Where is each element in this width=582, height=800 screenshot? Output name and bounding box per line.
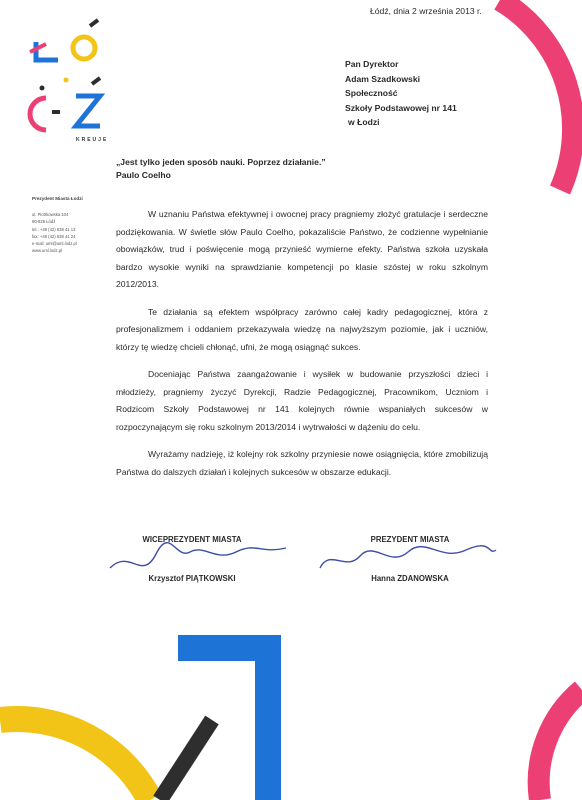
recipient-line: Pan Dyrektor xyxy=(345,59,399,69)
recipient-line: Społeczność xyxy=(345,88,398,98)
contact-line: 90-926 Łódź xyxy=(32,219,56,225)
contact-line: fax: +48 (42) 638 41 24 xyxy=(32,233,76,239)
signature-left-scribble xyxy=(110,543,286,568)
bottom-decoration xyxy=(0,648,582,800)
recipient-line: Adam Szadkowski xyxy=(345,73,420,84)
lodz-logo xyxy=(30,20,100,130)
sender-heading: Prezydent Miasta Łodzi xyxy=(32,196,83,201)
logo-word: KREUJE xyxy=(76,137,109,143)
body-paragraph: Wyrażamy nadzieję, iż kolejny rok szkolny przyniesie nowe osiągnięcia, które zmobilizują Państwa do dalszych działań i kolejnych sukcesów w obszarze edukacji. xyxy=(116,449,488,477)
pink-arc-decoration xyxy=(500,0,573,190)
recipient-line: Szkoły Podstawowej nr 141 xyxy=(345,102,457,113)
right-signatory-name: Hanna ZDANOWSKA xyxy=(371,574,449,583)
left-signatory-name: Krzysztof PIĄTKOWSKI xyxy=(148,574,236,583)
body-paragraph: Doceniając Państwa zaangażowanie i wysiłek w budowanie przyszłości dzieci i młodzieży, pragniemy życzyć Dyrekcji, Radzie Pedagogicznej, Pracownikom, Uczniom i Rodzicom Szkoły Podstawowej nr 141 kolejnych równie wspaniałych sukcesów w rozpoczynającym się roku szkolnym 2013/2014 i wytrwałości w dążeniu do celu. xyxy=(116,369,488,432)
letter-body xyxy=(116,206,488,491)
contact-line: www.uml.lodz.pl xyxy=(32,248,63,254)
left-signatory-title: WICEPREZYDENT MIASTA xyxy=(142,535,242,544)
sender-contact xyxy=(32,211,77,255)
contact-line: tel.: +48 (42) 638 41 13 xyxy=(32,226,76,232)
letter-date: Łódź, dnia 2 września 2013 r. xyxy=(370,6,482,16)
contact-line: e-mail: uml@uml.lodz.pl xyxy=(32,241,77,247)
contact-line: ul. Piotrkowska 104 xyxy=(32,212,69,217)
body-paragraph: Te działania są efektem współpracy zarówno całej kadry pedagogicznej, która z profesjonalizmem i oddaniem przekazywała wiedzę na najwyższym poziomie, jak i uczniów, którzy tę wiedzę chcieli chłonąć, ufni, że mogą osiągnąć sukces. xyxy=(116,306,488,352)
quote-text: „Jest tylko jeden sposób nauki. Poprzez działanie.” xyxy=(116,157,326,167)
signature-right-scribble xyxy=(320,546,496,568)
right-signatory-title: PREZYDENT MIASTA xyxy=(370,535,450,544)
quote-author: Paulo Coelho xyxy=(116,169,171,180)
body-paragraph: W uznaniu Państwa efektywnej i owocnej pracy pragniemy złożyć gratulacje i serdeczne podziękowania. W świetle słów Paulo Coelho, pokazaliście Państwo, że codzienne wypełnianie obowiązków, trud i poświęcenie mogą przynieść wymierne efekty. Państwa szkoła uzyskała bardzo wysokie wyniki na sprawdzianie kompetencji po klasie szóstej w roku szkolnym 2012/2013. xyxy=(116,209,488,289)
recipient-address xyxy=(345,57,457,130)
motto-quote xyxy=(116,156,326,181)
recipient-line: w Łodzi xyxy=(348,117,380,127)
